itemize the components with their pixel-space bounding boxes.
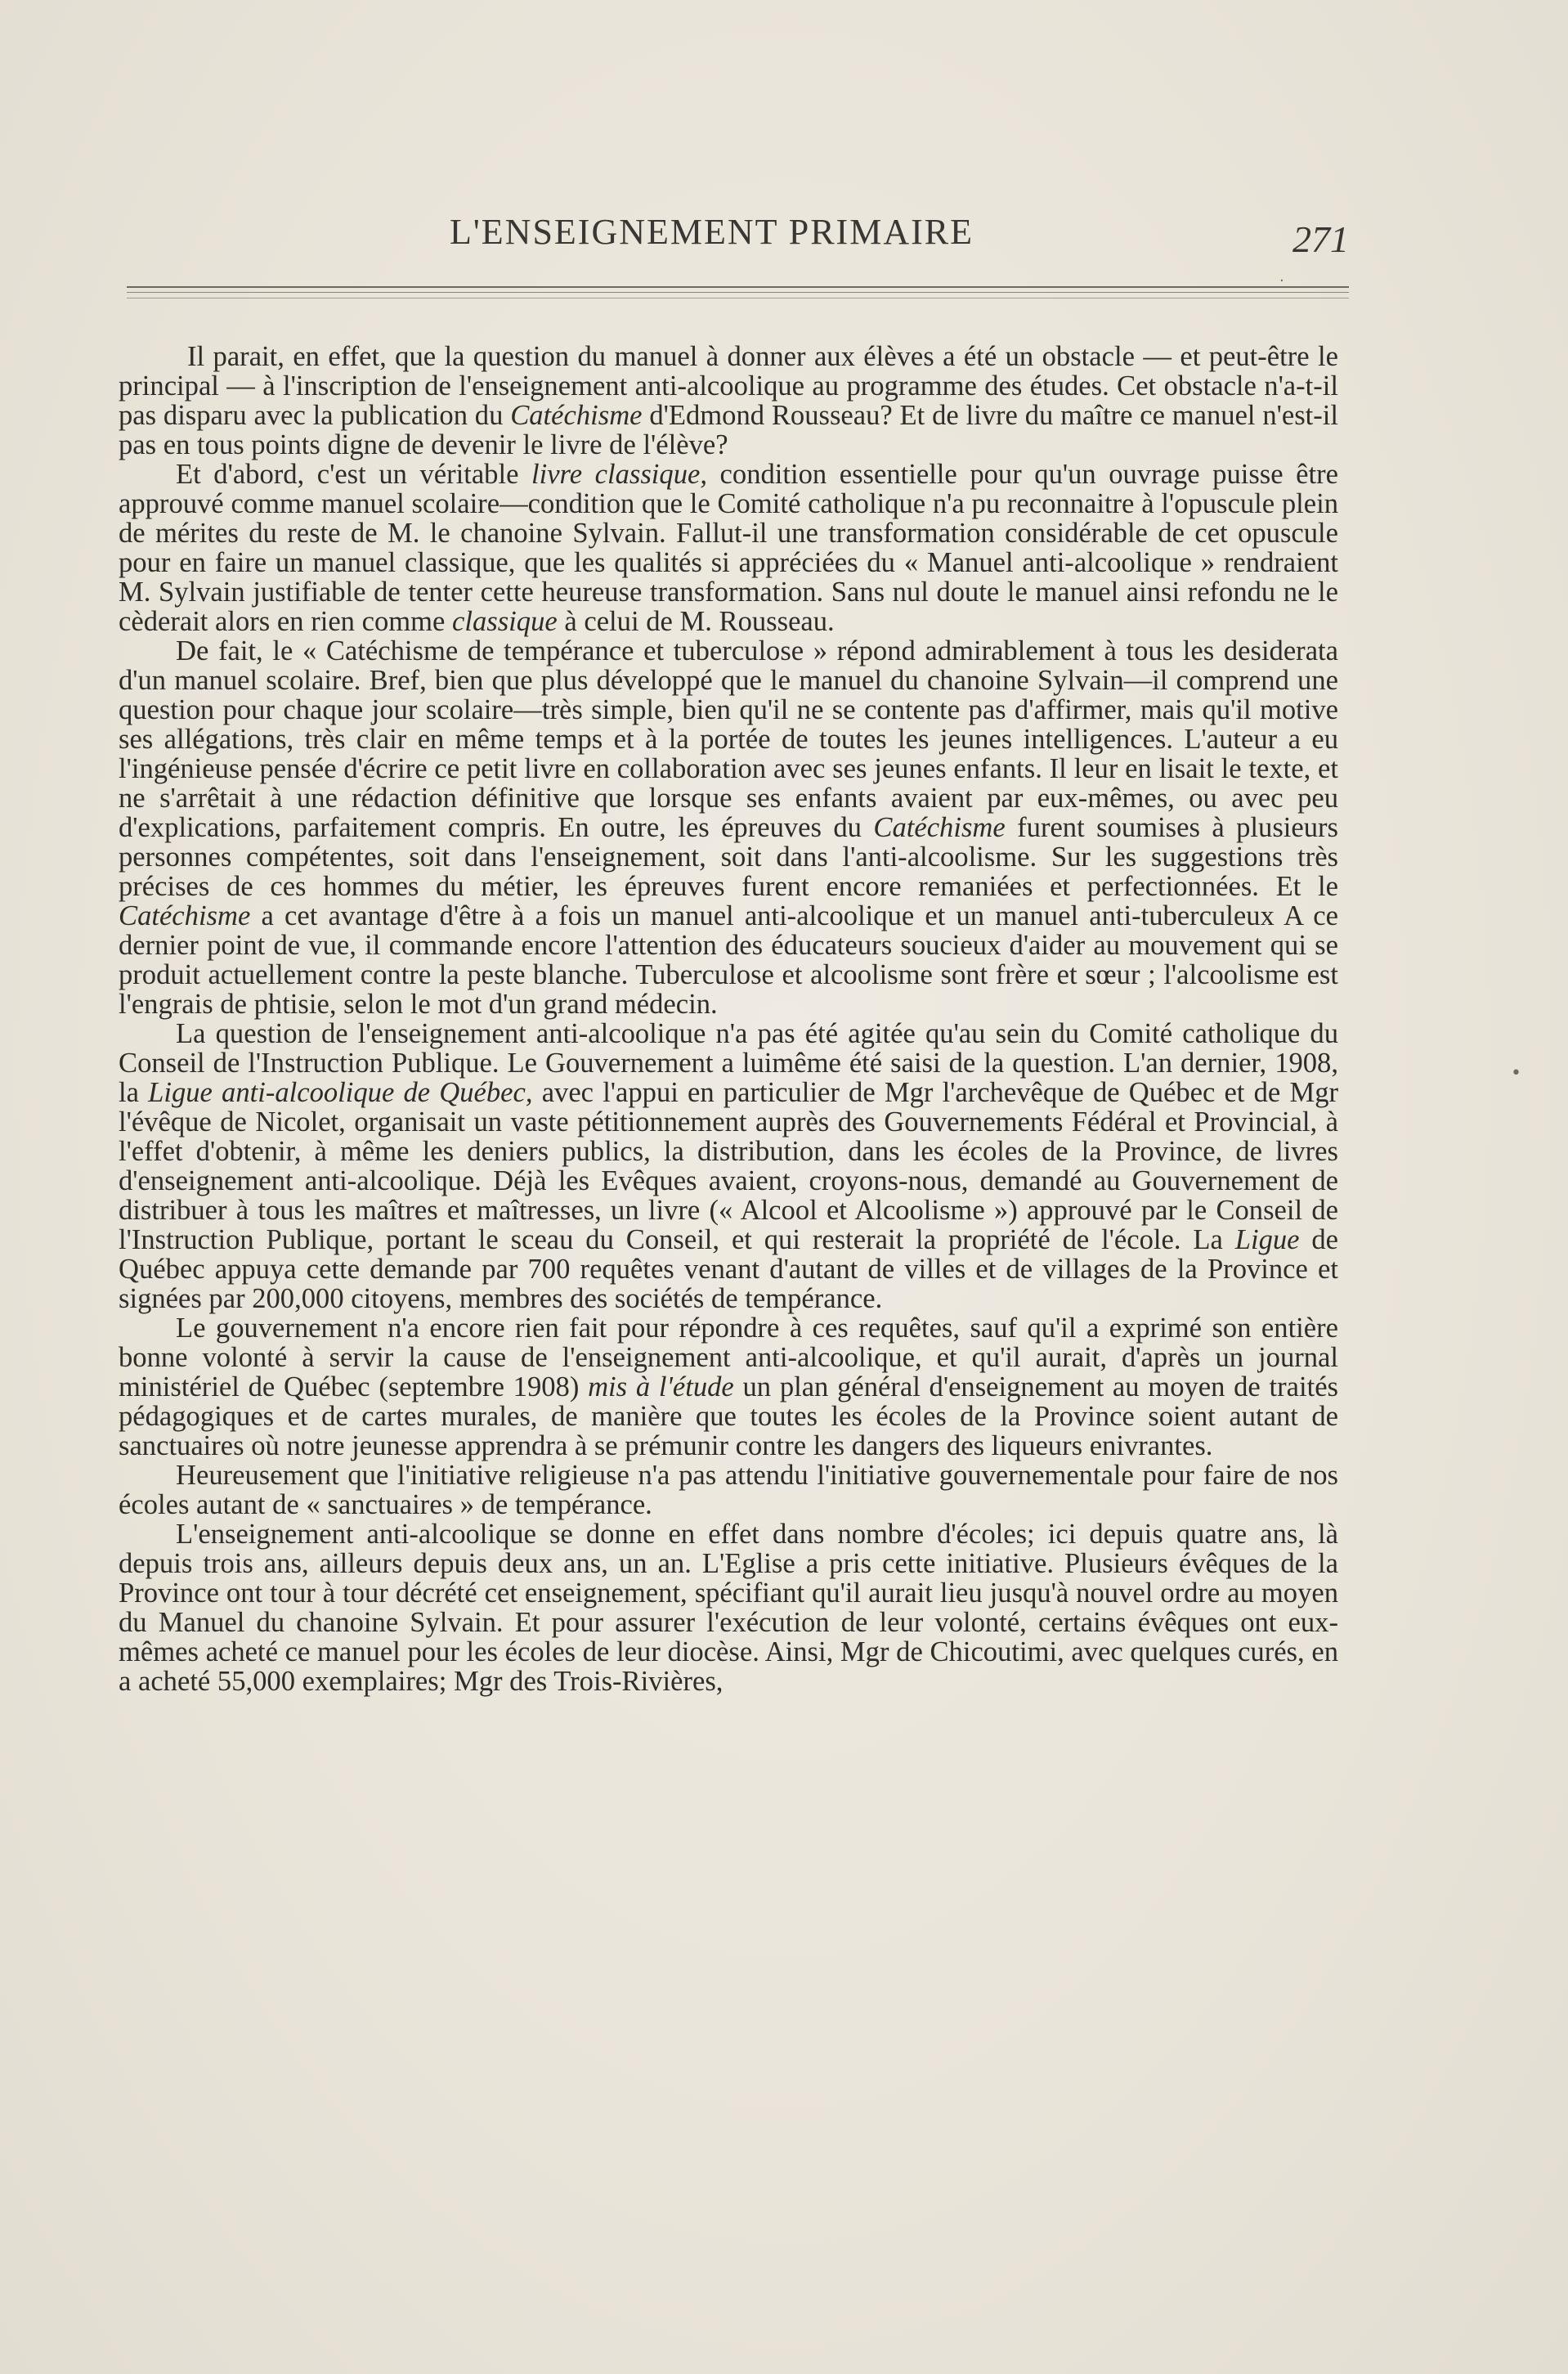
paragraph [119, 1019, 1338, 1313]
italic-run: Ligue [1234, 1224, 1300, 1255]
text-run: de Québec appuya cette demande par 700 requêtes venant d'autant de villes et de villages de la Province et signées par 200,000 citoyens, membres des sociétés de tempérance. [119, 1224, 1339, 1314]
italic-run: Ligue anti-alcoolique de Québec, [148, 1077, 533, 1108]
italic-run: mis à l'étude [588, 1371, 734, 1402]
header-rule-inner [127, 292, 1349, 293]
paragraph [119, 1519, 1338, 1696]
paragraph [119, 342, 1338, 460]
italic-run: livre classique, [531, 459, 707, 490]
paragraph [119, 636, 1338, 1019]
paragraph [119, 1461, 1338, 1519]
speck-mark: · [1279, 272, 1284, 289]
page-header [123, 211, 1349, 260]
paragraph [119, 460, 1338, 636]
text-run: un plan général d'enseignement au moyen de traités pédagogiques et de cartes murales, de manière que toutes les écoles de la Province soient autant de sanctuaires où notre jeunesse apprendra à se prémunir contre les dangers des liqueurs enivrantes. [119, 1371, 1339, 1461]
italic-run: Catéchisme [873, 812, 1006, 843]
speck-mark: • [1511, 1063, 1521, 1084]
text-run: L'enseignement anti-alcoolique se donne en effet dans nombre d'écoles; ici depuis quatre ans, là depuis trois ans, ailleurs depuis deux ans, un an. L'Eglise a pris cette initiative. Plusieurs évêques de la Province ont tour à tour décrété cet enseignement, spécifiant qu'il aurait lieu jusqu'à nouvel ordre au moyen du Manuel du chanoine Sylvain. Et pour assurer l'exécution de leur volonté, certains évêques ont eux-mêmes acheté ce manuel pour les écoles de leur diocèse. Ainsi, Mgr de Chicoutimi, avec quelques curés, en a acheté 55,000 exemplaires; Mgr des Trois-Rivières, [119, 1519, 1338, 1697]
text-run: Il parait, en effet, que la question du manuel à donner aux élèves a été un obstacle — et peut-être le principal — à l'inscription de l'enseignement anti-alcoolique au programme des études. Cet obstacle n'a-t-il pas disparu avec la publication du [119, 341, 1338, 431]
text-run: a cet avantage d'être à a fois un manuel anti-alcoolique et un manuel anti-tuberculeux A ce dernier point de vue, il commande encore l'attention des éducateurs soucieux d'aider au mouvement qui se produit actuellement contre la peste blanche. Tuberculose et alcoolisme sont frère et sœur ; l'alcoolisme est l'engrais de phtisie, selon le mot d'un grand médecin. [119, 900, 1338, 1020]
body-text [119, 342, 1338, 1696]
text-run: Et d'abord, c'est un véritable [176, 459, 531, 490]
paragraph [119, 1313, 1338, 1461]
text-run: Heureusement que l'initiative religieuse n'a pas attendu l'initiative gouvernementale pour faire de nos écoles autant de « sanctuaires » de tempérance. [119, 1460, 1338, 1520]
text-run: furent soumises à plusieurs personnes compétentes, soit dans l'enseignement, soit dans l'anti-alcoolisme. Sur les suggestions très précises de ces hommes du métier, les épreuves furent encore remaniées et perfectionnées. Et le [119, 812, 1338, 902]
page-number: 271 [1292, 218, 1349, 260]
text-run: Le gouvernement n'a encore rien fait pour répondre à ces requêtes, sauf qu'il a exprimé son entière bonne volonté à servir la cause de l'enseignement anti-alcoolique, et qu'il aurait, d'après un journal ministériel de Québec (septembre 1908) [119, 1313, 1338, 1402]
text-run: à celui de M. Rousseau. [557, 606, 835, 637]
text-run: De fait, le « Catéchisme de tempérance et tuberculose » répond admirablement à tous les desiderata d'un manuel scolaire. Bref, bien que plus développé que le manuel du chanoine Sylvain—il comprend une question pour chaque jour scolaire—très simple, bien qu'il ne se contente pas d'affirmer, mais qu'il motive ses allégations, très clair en même temps et à la portée de toutes les jeunes intelligences. L'auteur a eu l'ingénieuse pensée d'écrire ce petit livre en collaboration avec ses jeunes enfants. Il leur en lisait le texte, et ne s'arrêtait à une rédaction définitive que lorsque ses enfants avaient par eux-mêmes, ou avec peu d'explications, parfaitement compris. En outre, les épreuves du [119, 635, 1338, 843]
italic-run: Catéchisme [510, 400, 643, 431]
text-run: avec l'appui en particulier de Mgr l'archevêque de Québec et de Mgr l'évêque de Nicolet, organisait un vaste pétitionnement auprès des Gouvernements Fédéral et Provincial, à l'effet d'obtenir, à même les deniers publics, la distribution, dans les écoles de la Province, de livres d'enseignement anti-alcoolique. Déjà les Evêques avaient, croyons-nous, demandé au Gouvernement de distribuer à tous les maîtres et maîtresses, un livre (« Alcool et Alcoolisme ») approuvé par le Conseil de l'Instruction Publique, portant le sceau du Conseil, et qui resterait la propriété de l'école. La [119, 1077, 1338, 1255]
italic-run: classique [452, 606, 558, 637]
text-run: d'Edmond Rousseau? Et de livre du maître ce manuel n'est-il pas en tous points digne de devenir le livre de l'élève? [119, 400, 1338, 460]
text-run: La question de l'enseignement anti-alcoolique n'a pas été agitée qu'au sein du Comité catholique du Conseil de l'Instruction Publique. Le Gouvernement a luimême été saisi de la question. L'an dernier, 1908, la [119, 1018, 1338, 1108]
running-title: L'ENSEIGNEMENT PRIMAIRE [450, 212, 974, 252]
text-run: condition essentielle pour qu'un ouvrage puisse être approuvé comme manuel scolaire—condition que le Comité catholique n'a pu reconnaitre à l'opuscule plein de mérites du reste de M. le chanoine Sylvain. Fallut-il une transformation considérable de cet opuscule pour en faire un manuel classique, que les qualités si appréciées du « Manuel anti-alcoolique » rendraient M. Sylvain justifiable de tenter cette heureuse transformation. Sans nul doute le manuel ainsi refondu ne le cèderait alors en rien comme [119, 459, 1338, 637]
header-rule [127, 286, 1349, 288]
italic-run: Catéchisme [119, 900, 251, 931]
